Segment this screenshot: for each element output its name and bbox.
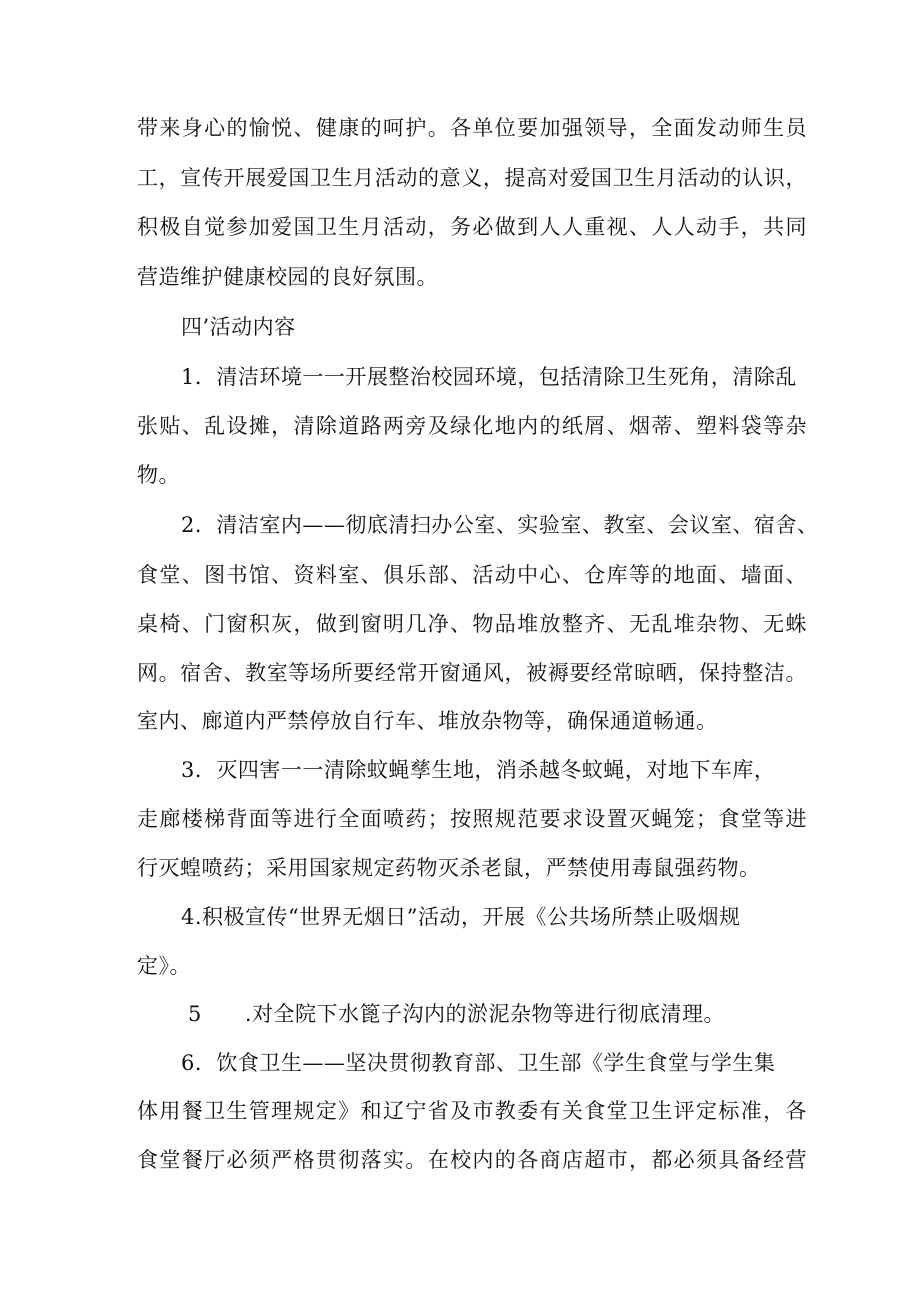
list-item-line: 6．饮食卫生——坚决贯彻教育部、卫生部《学生食堂与学生集: [181, 1051, 776, 1075]
list-item-line: 网。宿舍、教室等场所要经常开窗通风，被褥要经常晾晒，保持整洁。: [137, 661, 807, 685]
paragraph-line: 工，宣传开展爱国卫生月活动的意义，提高对爱国卫生月活动的认识，: [137, 166, 807, 190]
paragraph-line: 积极自觉参加爱国卫生月活动，务必做到人人重视、人人动手，共同: [137, 215, 807, 239]
list-item-line: 张贴、乱设摊，清除道路两旁及绿化地内的纸屑、烟蒂、塑料袋等杂: [137, 414, 807, 438]
list-item-line: 行灭蝗喷药；采用国家规定药物灭杀老鼠，严禁使用毒鼠强药物。: [137, 856, 761, 880]
list-item-line: 走廊楼梯背面等进行全面喷药；按照规范要求设置灭蝇笼；食堂等进: [137, 807, 807, 831]
list-item-line: 定》。: [137, 954, 191, 978]
list-item-line: 1．清洁环境一一开展整治校园环境，包括清除卫生死角，清除乱: [181, 365, 797, 389]
paragraph-line: 带来身心的愉悦、健康的呵护。各单位要加强领导，全面发动师生员: [137, 116, 807, 140]
list-item-line: 体用餐卫生管理规定》和辽宁省及市教委有关食堂卫生评定标准，各: [137, 1099, 807, 1123]
paragraph-line: 营造维护健康校园的良好氛围。: [137, 265, 438, 289]
section-heading: 四’活动内容: [181, 315, 296, 339]
list-item-line: 室内、廊道内严禁停放自行车、堆放杂物等，确保通道畅通。: [137, 709, 718, 733]
list-item-line: 食堂餐厅必须严格贯彻落实。在校内的各商店超市，都必须具备经营: [137, 1148, 807, 1172]
list-item-line: 2．清洁室内——彻底清扫办公室、实验室、教室、会议室、宿舍、: [181, 513, 819, 537]
list-item-line: 食堂、图书馆、资料室、俱乐部、活动中心、仓库等的地面、墙面、: [137, 563, 807, 587]
list-item-line: 4.积极宣传“世界无烟日”活动，开展《公共场所禁止吸烟规: [181, 905, 741, 929]
list-item-line: 5 .对全院下水篦子沟内的淤泥杂物等进行彻底清理。: [188, 1002, 726, 1026]
list-item-line: 物。: [137, 463, 180, 487]
list-item-line: 桌椅、门窗积灰，做到窗明几净、物品堆放整齐、无乱堆杂物、无蛛: [137, 612, 807, 636]
list-item-line: 3．灭四害一一清除蚊蝇孳生地，消杀越冬蚊蝇，对地下车库，: [181, 758, 776, 782]
